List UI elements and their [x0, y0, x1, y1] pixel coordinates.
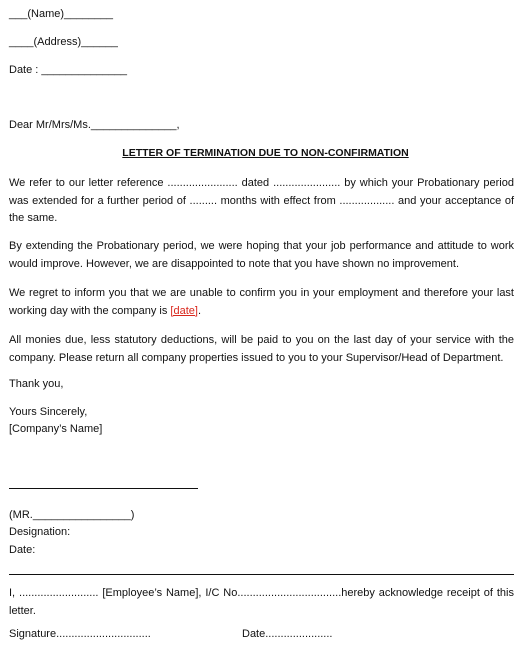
recipient-address-line: ____(Address)______	[9, 36, 118, 48]
termination-text: We regret to inform you that we are unable to confirm you in your employment and therefore your last working day with the company is	[9, 287, 514, 317]
paragraph-termination	[9, 285, 514, 320]
termination-period: .	[197, 304, 202, 317]
signatory-date-label: Date:	[9, 544, 36, 556]
acknowledgement-text: I, .......................... [Employee’s Name], I/C No..................................hereby acknowledge receipt of this letter.	[9, 587, 514, 617]
recipient-name-line: ___(Name)________	[9, 8, 113, 20]
designation-label: Designation:	[9, 526, 71, 538]
paragraph-monies: All monies due, less statutory deductions, will be paid to you on the last day of your service with the company. Please return all company properties issued to you to your Supervisor/Head of Department.	[9, 334, 514, 364]
employee-signature-line: Signature...............................	[9, 628, 151, 640]
signature-rule	[9, 488, 198, 489]
paragraph-reference: We refer to our letter reference ....................... dated ...................... by which your Probationary period was extended for a further period of ......... months with effect from .................. and your acceptance of the same.	[9, 177, 514, 224]
letter-title: LETTER OF TERMINATION DUE TO NON-CONFIRMATION	[122, 147, 409, 159]
date-placeholder: [date]	[170, 304, 198, 317]
paragraph-probation: By extending the Probationary period, we were hoping that your job performance and attitude to work would improve. However, we are disappointed to note that you have shown no improvement.	[9, 240, 514, 270]
salutation: Dear Mr/Mrs/Ms.______________,	[9, 119, 180, 131]
signatory-mr-line: (MR.________________)	[9, 509, 135, 521]
yours-sincerely: Yours Sincerely,	[9, 406, 88, 418]
company-name: [Company’s Name]	[9, 423, 103, 435]
acknowledgement-divider	[9, 574, 514, 575]
letter-date-line: Date : ______________	[9, 64, 128, 76]
thank-you: Thank you,	[9, 378, 64, 390]
employee-date-line: Date......................	[242, 628, 333, 640]
